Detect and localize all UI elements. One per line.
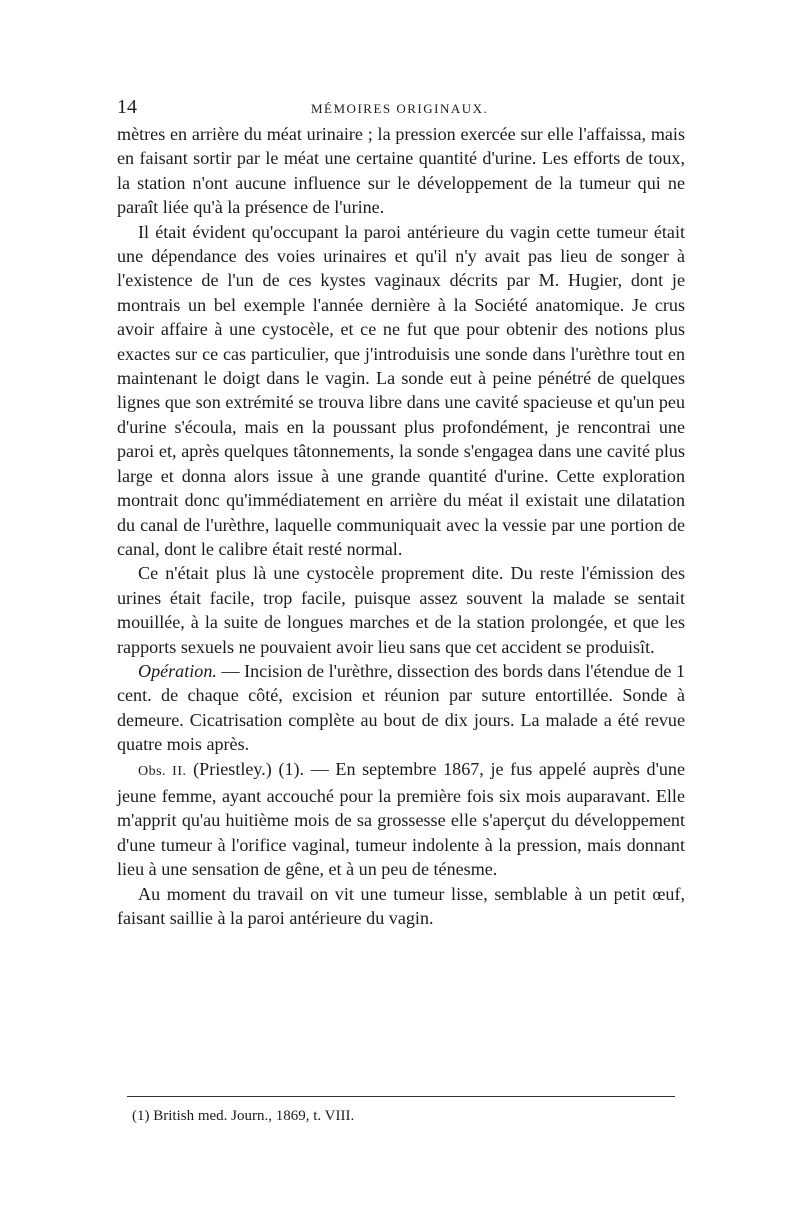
document-page xyxy=(117,96,685,1124)
paragraph-operation xyxy=(117,659,685,757)
observation-text: (Priestley.) (1). — En septembre 1867, je fus appelé auprès d'une jeune femme, ayant accouché pour la première fois six mois auparavant. Elle m'apprit qu'au huitième mois de sa grossesse elle s'aperçut du développement d'une tumeur à l'orifice vaginal, tumeur indolente à la pression, mais donnant lieu à une sensation de gêne, et à un peu de ténesme. xyxy=(117,758,685,880)
running-head xyxy=(117,96,685,120)
footnote-divider xyxy=(127,1096,675,1097)
paragraph-not-cystocele: Ce n'était plus là une cystocèle proprement dite. Du reste l'émission des urines était facile, trop facile, puisque assez souvent la malade se sentait mouillée, à la suite de longues marches et de la station prolongée, et que les rapports sexuels ne pouvaient avoir lieu sans que cet accident se produisît. xyxy=(117,563,685,657)
paragraph-diagnosis: Il était évident qu'occupant la paroi antérieure du vagin cette tumeur était une dépendance des voies urinaires et qu'il n'y avait pas lieu de songer à l'existence de l'un de ces kystes vaginaux décrits par M. Hugier, dont je montrais un bel exemple l'année dernière à la Société anatomique. Je crus avoir affaire à une cystocèle, et ce ne fut que pour obtenir des notions plus exactes sur ce cas particulier, que j'introduisis une sonde dans l'urèthre tout en maintenant le doigt dans le vagin. La sonde eut à peine pénétré de quelques lignes que son extrémité se trouva libre dans une cavité spacieuse et qu'un peu d'urine s'écoula, mais en la poussant plus profondément, je rencontrai une paroi et, après quelques tâtonnements, la sonde s'engagea dans une cavité plus large et donna alors issue à une grande quantité d'urine. Cette exploration montrait donc qu'immédiatement en arrière du méat il existait une dilatation du canal de l'urèthre, laquelle communiquait avec la vessie par une portion de canal, dont le calibre était resté normal. xyxy=(117,221,685,559)
paragraph-observation xyxy=(117,757,685,882)
operation-text: — Incision de l'urèthre, dissection des bords dans l'étendue de 1 cent. de chaque côté, excision et réunion par suture entortillée. Sonde à demeure. Cicatrisation complète au bout de dix jours. La malade a été revue quatre mois après. xyxy=(117,660,685,755)
paragraph-last: Au moment du travail on vit une tumeur lisse, semblable à un petit œuf, faisant saillie à la paroi antérieure du vagin. xyxy=(117,883,685,928)
running-title: MÉMOIRES ORIGINAUX. xyxy=(311,101,489,116)
body-text xyxy=(117,122,685,930)
footnote: (1) British med. Journ., 1869, t. VIII. xyxy=(132,1108,355,1124)
observation-label: Obs. II. xyxy=(138,763,187,779)
page-number: 14 xyxy=(117,96,137,118)
operation-label: Opération. xyxy=(138,660,217,681)
paragraph-continued: mètres en arrière du méat urinaire ; la pression exercée sur elle l'affaissa, mais en faisant sortir par le méat une certaine quantité d'urine. Les efforts de toux, la station n'ont aucune influence sur le développement de la tumeur qui ne paraît liée qu'à la présence de l'urine. xyxy=(117,124,685,218)
